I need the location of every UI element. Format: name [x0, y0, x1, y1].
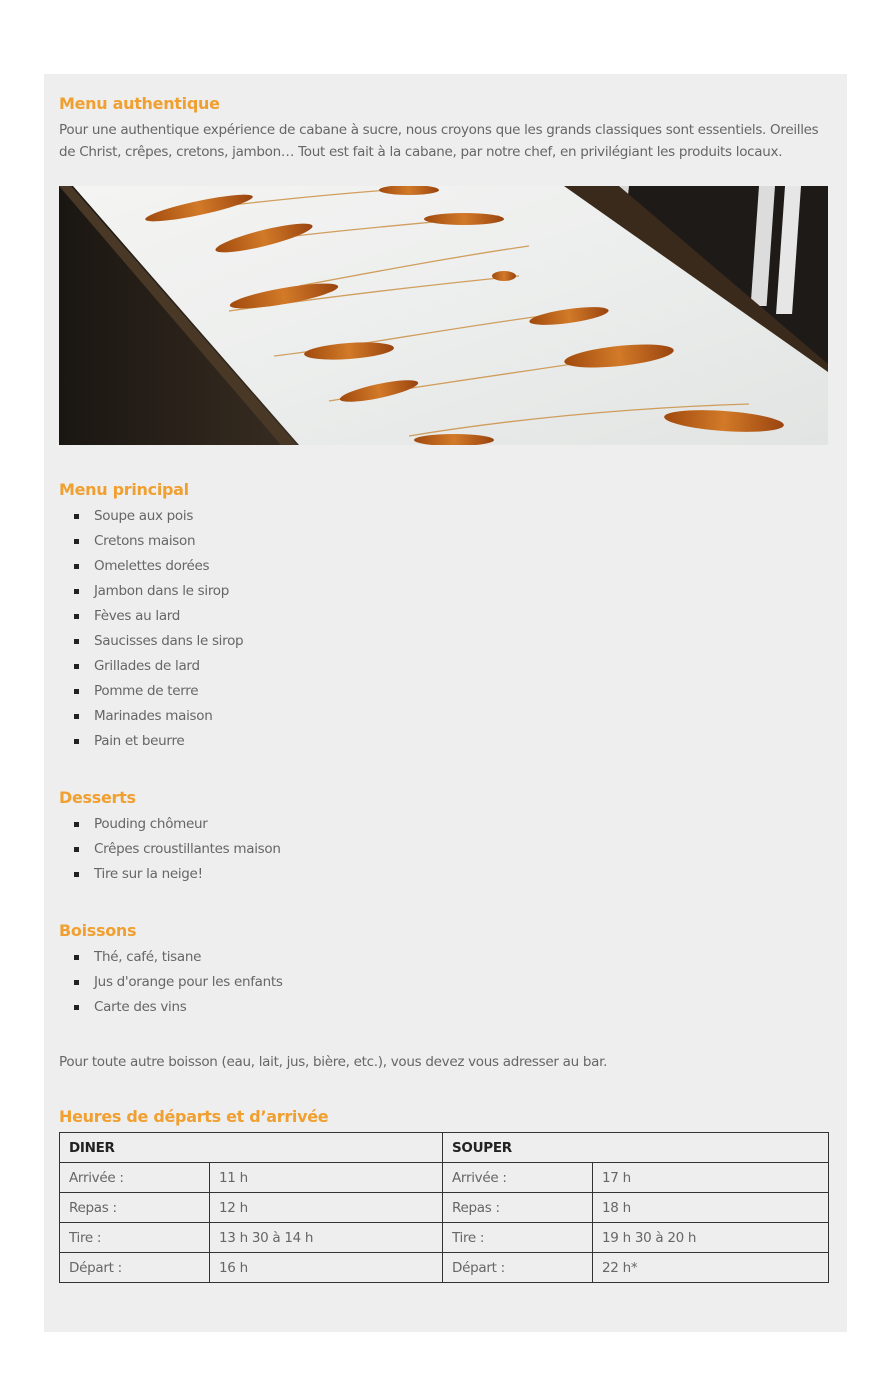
list-item-label: Saucisses dans le sirop — [94, 633, 244, 649]
list-item-label: Pomme de terre — [94, 683, 199, 699]
list-item — [59, 729, 828, 754]
table-cell: Départ : — [443, 1253, 593, 1283]
square-bullet-icon — [74, 872, 79, 877]
list-item-label: Soupe aux pois — [94, 508, 194, 524]
list-item — [59, 504, 828, 529]
content-inner — [59, 92, 828, 1283]
list-item-label: Tire sur la neige! — [94, 866, 203, 882]
desserts-list — [59, 812, 828, 887]
list-item — [59, 529, 828, 554]
list-item — [59, 654, 828, 679]
square-bullet-icon — [74, 822, 79, 827]
table-cell: 19 h 30 à 20 h — [593, 1223, 829, 1253]
hours-title: Heures de départs et d’arrivée — [59, 1107, 329, 1126]
list-item-label: Omelettes dorées — [94, 558, 210, 574]
list-item-label: Carte des vins — [94, 999, 187, 1015]
list-item-label: Pouding chômeur — [94, 816, 208, 832]
table-cell: 13 h 30 à 14 h — [210, 1223, 443, 1253]
table-cell: 16 h — [210, 1253, 443, 1283]
menu-authentique-title: Menu authentique — [59, 94, 220, 113]
list-item — [59, 945, 828, 970]
square-bullet-icon — [74, 589, 79, 594]
table-cell: Arrivée : — [443, 1163, 593, 1193]
list-item-label: Fèves au lard — [94, 608, 181, 624]
table-cell: 22 h* — [593, 1253, 829, 1283]
square-bullet-icon — [74, 564, 79, 569]
square-bullet-icon — [74, 980, 79, 985]
table-cell: Tire : — [60, 1223, 210, 1253]
list-item — [59, 604, 828, 629]
table-cell: 11 h — [210, 1163, 443, 1193]
square-bullet-icon — [74, 639, 79, 644]
souper-header: SOUPER — [443, 1133, 829, 1163]
table-row — [60, 1223, 829, 1253]
menu-principal-title: Menu principal — [59, 480, 189, 499]
list-item — [59, 862, 828, 887]
table-cell: 12 h — [210, 1193, 443, 1223]
square-bullet-icon — [74, 955, 79, 960]
boissons-list — [59, 945, 828, 1020]
list-item-label: Cretons maison — [94, 533, 196, 549]
table-row — [60, 1163, 829, 1193]
boissons-title: Boissons — [59, 921, 137, 940]
schedule-table — [59, 1132, 829, 1283]
square-bullet-icon — [74, 514, 79, 519]
menu-principal-list — [59, 504, 828, 754]
square-bullet-icon — [74, 739, 79, 744]
list-item — [59, 704, 828, 729]
list-item-label: Pain et beurre — [94, 733, 185, 749]
list-item-label: Jambon dans le sirop — [94, 583, 230, 599]
table-header-row — [60, 1133, 829, 1163]
drinks-note: Pour toute autre boisson (eau, lait, jus, bière, etc.), vous devez vous adresser au bar. — [59, 1054, 608, 1070]
diner-header: DINER — [60, 1133, 443, 1163]
desserts-title: Desserts — [59, 788, 136, 807]
maple-taffy-on-snow-image — [59, 186, 828, 445]
square-bullet-icon — [74, 689, 79, 694]
list-item-label: Crêpes croustillantes maison — [94, 841, 281, 857]
table-cell: 17 h — [593, 1163, 829, 1193]
square-bullet-icon — [74, 714, 79, 719]
content-panel — [44, 74, 847, 1332]
list-item-label: Jus d'orange pour les enfants — [94, 974, 283, 990]
list-item — [59, 579, 828, 604]
list-item — [59, 970, 828, 995]
table-cell: Arrivée : — [60, 1163, 210, 1193]
table-cell: Départ : — [60, 1253, 210, 1283]
list-item — [59, 995, 828, 1020]
table-cell: 18 h — [593, 1193, 829, 1223]
square-bullet-icon — [74, 847, 79, 852]
table-row — [60, 1253, 829, 1283]
list-item-label: Grillades de lard — [94, 658, 200, 674]
square-bullet-icon — [74, 1005, 79, 1010]
list-item — [59, 812, 828, 837]
list-item — [59, 679, 828, 704]
list-item — [59, 837, 828, 862]
square-bullet-icon — [74, 614, 79, 619]
list-item — [59, 629, 828, 654]
list-item-label: Thé, café, tisane — [94, 949, 202, 965]
table-cell: Tire : — [443, 1223, 593, 1253]
list-item — [59, 554, 828, 579]
table-cell: Repas : — [443, 1193, 593, 1223]
menu-authentique-text: Pour une authentique expérience de cabane à sucre, nous croyons que les grands classiques sont essentiels. Oreilles de Christ, crêpes, cretons, jambon… Tout est fait à la cabane, par notre chef, en privilégiant les produits locaux. — [59, 122, 819, 160]
square-bullet-icon — [74, 539, 79, 544]
list-item-label: Marinades maison — [94, 708, 213, 724]
table-row — [60, 1193, 829, 1223]
square-bullet-icon — [74, 664, 79, 669]
table-cell: Repas : — [60, 1193, 210, 1223]
